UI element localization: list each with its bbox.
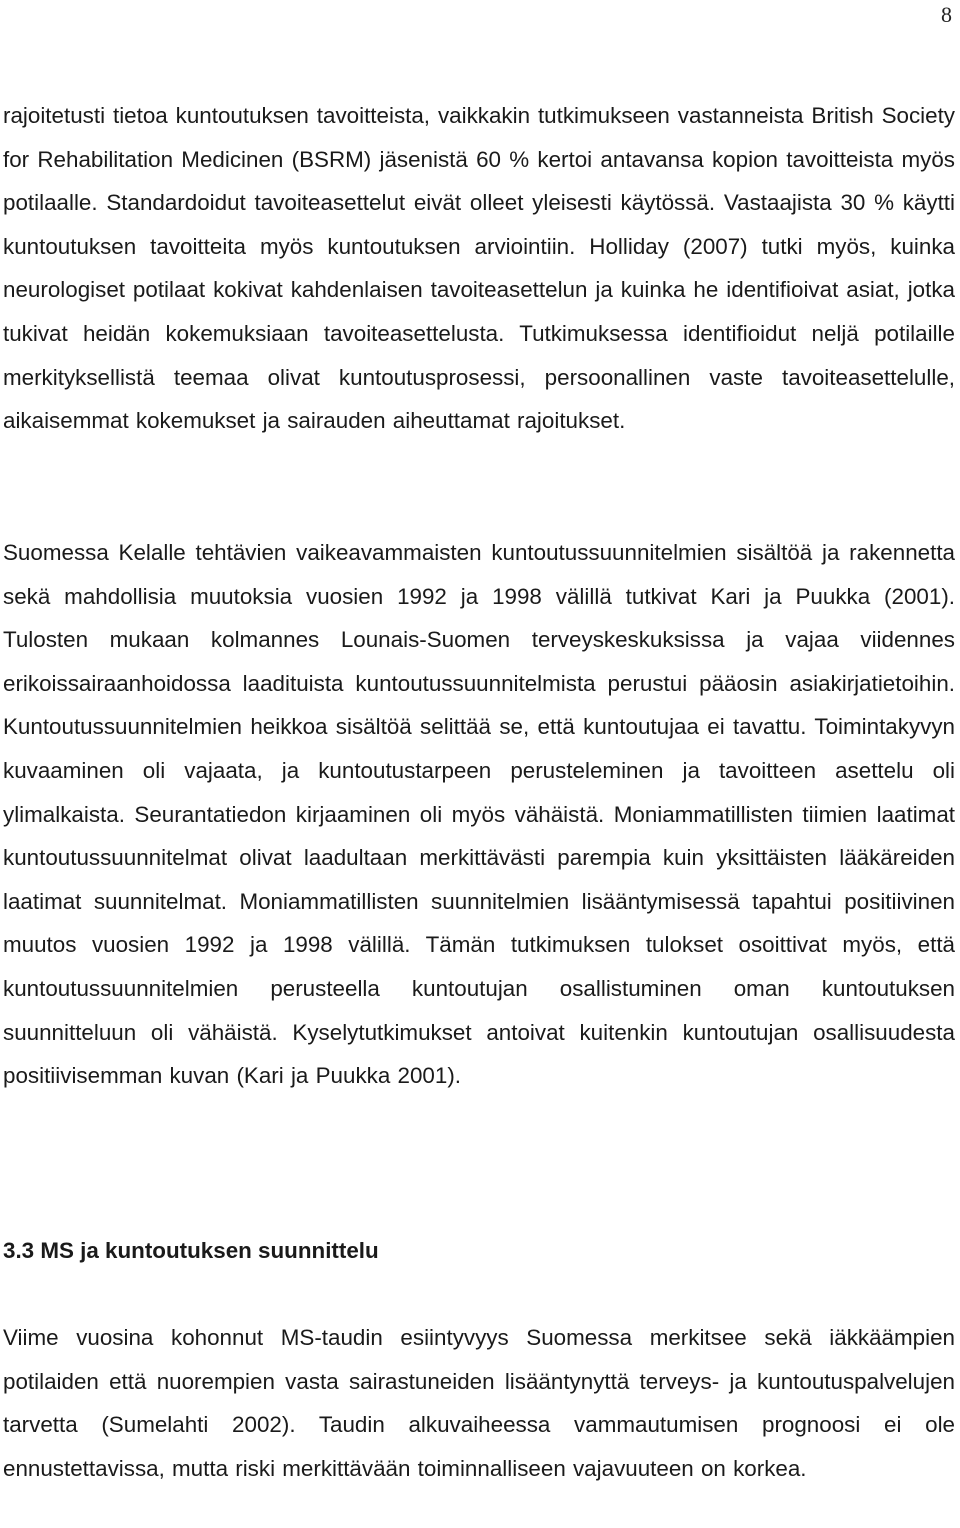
section-heading: 3.3 MS ja kuntoutuksen suunnittelu — [3, 1238, 379, 1263]
body-paragraph-3: Viime vuosina kohonnut MS-taudin esiintyvyys Suomessa merkitsee sekä iäkkäämpien potilaiden että nuorempien vasta sairastuneiden lisääntynyttä terveys- ja kuntoutuspalvelujen tarvetta (Sumelahti 2002). Taudin alkuvaiheessa vammautumisen prognoosi ei ole ennustettavissa, mutta riski merkittävään toiminnalliseen vajavuuteen on korkea. — [3, 1325, 955, 1481]
body-paragraph-2: Suomessa Kelalle tehtävien vaikeavammaisten kuntoutussuunnitelmien sisältöä ja rakennetta sekä mahdollisia muutoksia vuosien 1992 ja 1998 välillä tutkivat Kari ja Puukka (2001). Tulosten mukaan kolmannes Lounais-Suomen terveyskeskuksissa ja vajaa viidennes erikoissairaanhoidossa laadituista kuntoutussuunnitelmista perustui pääosin asiakirjatietoihin. Kuntoutussuunnitelmien heikkoa sisältöä selittää se, että kuntoutujaa ei tavattu. Toimintakyvyn kuvaaminen oli vajaata, ja kuntoutustarpeen perusteleminen ja tavoitteen asettelu oli ylimalkaista. Seurantatiedon kirjaaminen oli myös vähäistä. Moniammatillisten tiimien laatimat kuntoutussuunnitelmat olivat laadultaan merkittävästi parempia kuin yksittäisten lääkäreiden laatimat suunnitelmat. Moniammatillisten suunnitelmien lisääntymisessä tapahtui positiivinen muutos vuosien 1992 ja 1998 välillä. Tämän tutkimuksen tulokset osoittivat myös, että kuntoutussuunnitelmien perusteella kuntoutujan osallistuminen oman kuntoutuksen suunnitteluun oli vähäistä. Kyselytutkimukset antoivat kuitenkin kuntoutujan osallisuudesta positiivisemman kuvan (Kari ja Puukka 2001). — [3, 540, 955, 1089]
body-paragraph-1: rajoitetusti tietoa kuntoutuksen tavoitteista, vaikkakin tutkimukseen vastanneista British Society for Rehabilitation Medicinen (BSRM) jäsenistä 60 % kertoi antavansa kopion tavoitteista myös potilaalle. Standardoidut tavoiteasettelut eivät olleet yleisesti käytössä. Vastaajista 30 % käytti kuntoutuksen tavoitteita myös kuntoutuksen arviointiin. Holliday (2007) tutki myös, kuinka neurologiset potilaat kokivat kahdenlaisen tavoiteasettelun ja kuinka he identifioivat asiat, jotka tukivat heidän kokemuksiaan tavoiteasettelusta. Tutkimuksessa identifioidut neljä potilaille merkityksellistä teemaa olivat kuntoutusprosessi, persoonallinen vaste tavoiteasettelulle, aikaisemmat kokemukset ja sairauden aiheuttamat rajoitukset. — [3, 103, 955, 434]
page-number: 8 — [941, 2, 952, 27]
